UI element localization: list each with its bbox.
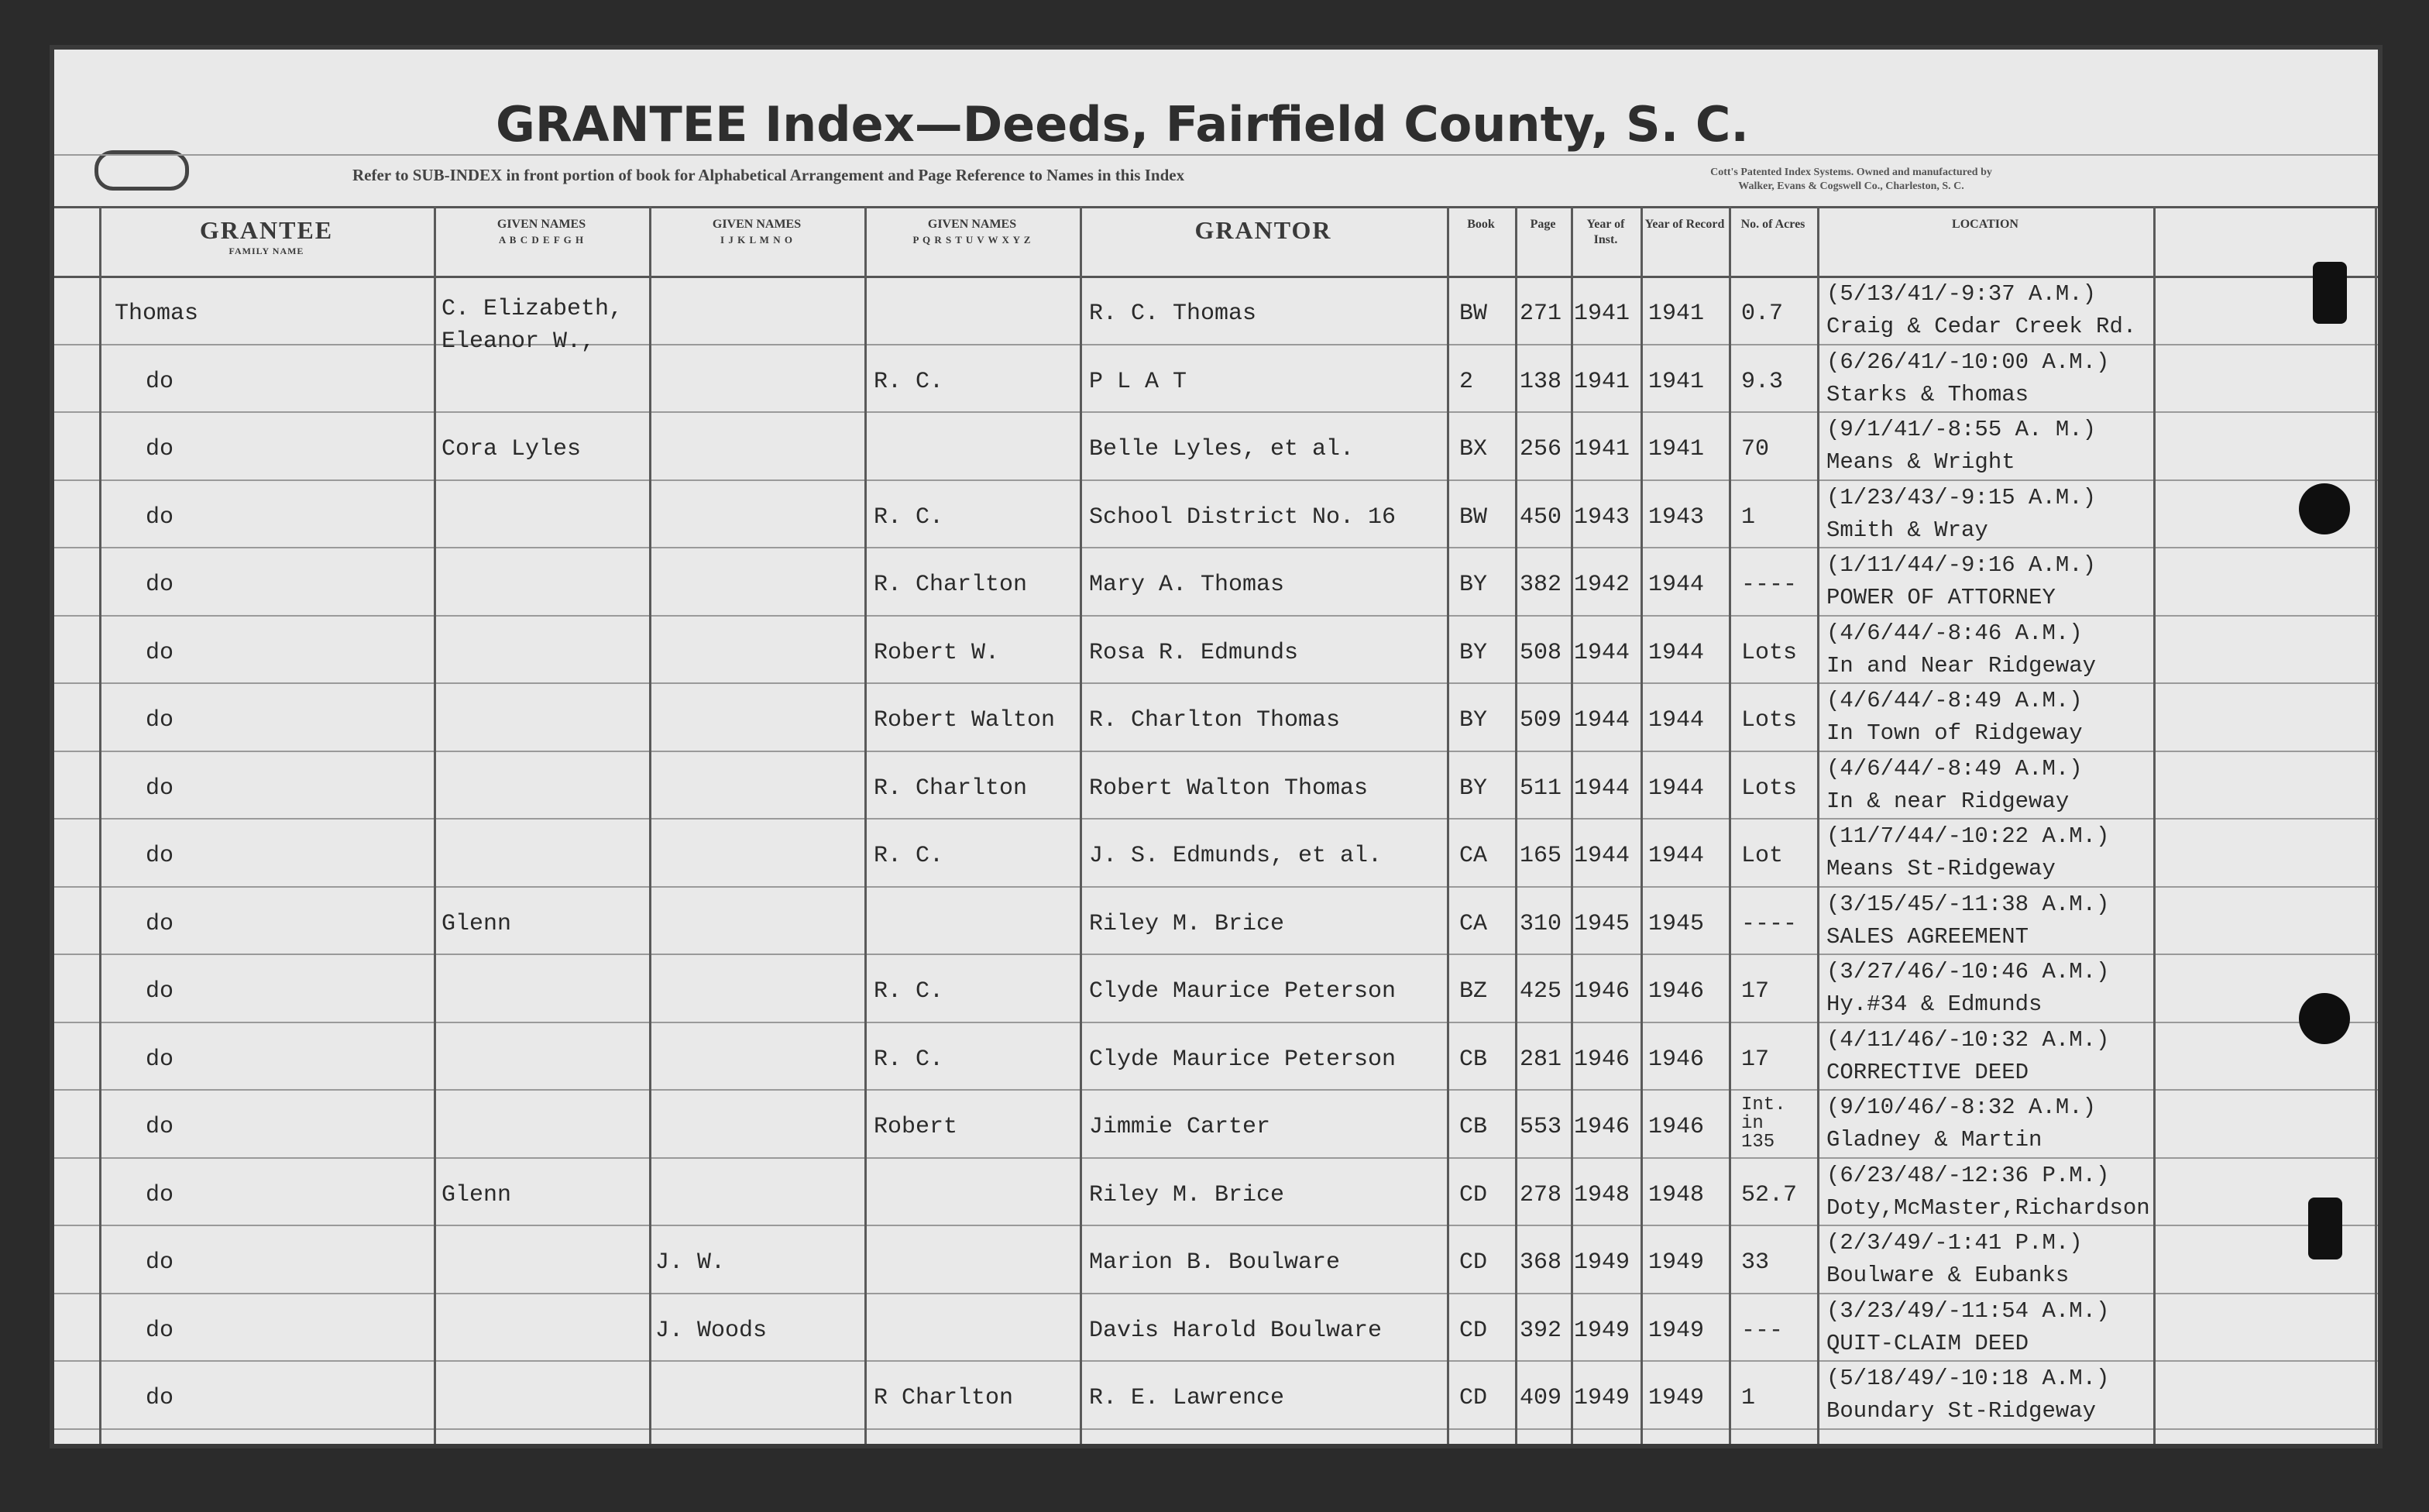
acres: ---- (1741, 911, 1798, 937)
location-description: QUIT-CLAIM DEED (1826, 1331, 2029, 1356)
book-number: BY (1459, 707, 1488, 734)
location-description: Craig & Cedar Creek Rd. (1826, 314, 2137, 339)
grantee-family-name: do (146, 978, 174, 1005)
acres: 9.3 (1741, 369, 1784, 395)
year-of-record: 1945 (1648, 911, 1705, 937)
grantee-family-name: do (146, 640, 174, 666)
page-number: 165 (1520, 843, 1562, 869)
year-of-instrument: 1941 (1574, 369, 1630, 395)
grantee-family-name: do (146, 1114, 174, 1140)
given-name-p-z: R. C. (874, 1046, 944, 1073)
given-name-a-h: Cora Lyles (441, 436, 582, 462)
col-header-given-p-z-subtext: P Q R S T U V W X Y Z (912, 234, 1032, 246)
col-header-grantee (102, 217, 431, 271)
year-of-instrument: 1943 (1574, 504, 1630, 531)
grantee-family-name: do (146, 911, 174, 937)
page-number: 310 (1520, 911, 1562, 937)
given-name-p-z: R. C. (874, 843, 944, 869)
page-number: 409 (1520, 1385, 1562, 1411)
col-header-grantee-subtext: FAMILY NAME (228, 246, 304, 256)
acres: ---- (1741, 572, 1798, 598)
grantor-name: Clyde Maurice Peterson (1089, 978, 1397, 1005)
page-number: 508 (1520, 640, 1562, 666)
book-number: CD (1459, 1249, 1488, 1276)
grantor-name: Belle Lyles, et al. (1089, 436, 1355, 462)
year-of-instrument: 1949 (1574, 1385, 1630, 1411)
year-of-instrument: 1942 (1574, 572, 1630, 598)
acres: Int. in 135 (1741, 1094, 1786, 1153)
page-number: 271 (1520, 301, 1562, 327)
grantor-name: Mary A. Thomas (1089, 572, 1285, 598)
col-header-year-record-text: Year of Record (1644, 218, 1725, 231)
binder-tab-bottom (2308, 1198, 2342, 1259)
grantor-name: R. C. Thomas (1089, 301, 1257, 327)
page-number: 278 (1520, 1182, 1562, 1208)
col-header-year-inst (1574, 217, 1637, 271)
given-name-p-z: R Charlton (874, 1385, 1014, 1411)
col-header-grantee-text: GRANTEE (199, 216, 334, 244)
col-header-grantor-text: GRANTOR (1194, 216, 1332, 244)
year-of-record: 1948 (1648, 1182, 1705, 1208)
year-of-instrument: 1946 (1574, 978, 1630, 1005)
book-number: CA (1459, 911, 1488, 937)
grantee-family-name: do (146, 843, 174, 869)
book-number: BY (1459, 775, 1488, 802)
location-description: Means & Wright (1826, 449, 2015, 475)
location-description: Smith & Wray (1826, 517, 1988, 543)
col-header-given-i-o (652, 217, 861, 271)
given-name-p-z: Robert W. (874, 640, 1000, 666)
grantee-family-name: do (146, 1318, 174, 1344)
acres: Lots (1741, 775, 1798, 802)
year-of-record: 1944 (1648, 775, 1705, 802)
acres: Lots (1741, 640, 1798, 666)
book-number: CB (1459, 1046, 1488, 1073)
binder-hole-lower (2299, 993, 2350, 1044)
col-header-acres-text: No. of Acres (1740, 218, 1805, 231)
acres: 1 (1741, 504, 1756, 531)
location-description: Starks & Thomas (1826, 382, 2029, 407)
card-title: GRANTEE Index—Deeds, Fairfield County, S. C. (496, 96, 1749, 153)
grantee-family-name: do (146, 504, 174, 531)
grantor-name: Davis Harold Boulware (1089, 1318, 1383, 1344)
page-number: 450 (1520, 504, 1562, 531)
given-name-a-h: Glenn (441, 1182, 512, 1208)
location-timestamp: (4/11/46/-10:32 A.M.) (1826, 1027, 2110, 1053)
col-header-given-p-z-text: GIVEN NAMES (927, 218, 1017, 231)
year-of-record: 1944 (1648, 572, 1705, 598)
column-rule (649, 206, 651, 1444)
acres: Lots (1741, 707, 1798, 734)
grantee-family-name: do (146, 436, 174, 462)
year-of-instrument: 1949 (1574, 1249, 1630, 1276)
column-rule (1515, 206, 1517, 1444)
location-timestamp: (11/7/44/-10:22 A.M.) (1826, 823, 2110, 849)
year-of-record: 1949 (1648, 1249, 1705, 1276)
given-name-p-z: R. Charlton (874, 572, 1028, 598)
location-description: Boundary St-Ridgeway (1826, 1398, 2097, 1424)
grantee-family-name: do (146, 1385, 174, 1411)
patent-line-1: Cott's Patented Index Systems. Owned and manufactured by (1710, 167, 1992, 178)
year-of-instrument: 1941 (1574, 301, 1630, 327)
grantee-family-name: do (146, 369, 174, 395)
location-timestamp: (4/6/44/-8:46 A.M.) (1826, 620, 2083, 646)
year-of-instrument: 1945 (1574, 911, 1630, 937)
grantor-name: Rosa R. Edmunds (1089, 640, 1299, 666)
column-rule (1729, 206, 1731, 1444)
page-number: 425 (1520, 978, 1562, 1005)
year-of-record: 1941 (1648, 301, 1705, 327)
given-name-i-o: J. Woods (655, 1318, 768, 1344)
column-header-top-rule (54, 206, 2378, 208)
location-description: In & near Ridgeway (1826, 789, 2070, 814)
grantor-name: Jimmie Carter (1089, 1114, 1271, 1140)
location-description: Boulware & Eubanks (1826, 1263, 2070, 1288)
location-description: Doty,McMaster,Richardson (1826, 1195, 2150, 1221)
year-of-record: 1946 (1648, 1046, 1705, 1073)
col-header-book-text: Book (1467, 218, 1495, 231)
given-name-a-h: Glenn (441, 911, 512, 937)
location-description: Gladney & Martin (1826, 1127, 2042, 1153)
given-name-i-o: J. W. (655, 1249, 726, 1276)
grantor-name: Clyde Maurice Peterson (1089, 1046, 1397, 1073)
grantee-family-name: do (146, 707, 174, 734)
acres: 1 (1741, 1385, 1756, 1411)
location-timestamp: (9/10/46/-8:32 A.M.) (1826, 1094, 2097, 1120)
book-number: BW (1459, 301, 1488, 327)
book-number: BX (1459, 436, 1488, 462)
grantee-family-name: do (146, 572, 174, 598)
location-description: POWER OF ATTORNEY (1826, 585, 2056, 610)
year-of-record: 1946 (1648, 978, 1705, 1005)
header-top-rule (54, 154, 2378, 156)
col-header-given-a-h-subtext: A B C D E F G H (498, 234, 585, 246)
given-name-p-z: Robert Walton (874, 707, 1056, 734)
patent-line-2: Walker, Evans & Cogswell Co., Charleston, S. C. (1738, 180, 1964, 192)
binder-hole-upper (2299, 483, 2350, 534)
grantee-family-name: do (146, 1249, 174, 1276)
book-number: BY (1459, 572, 1488, 598)
col-header-page (1518, 217, 1568, 271)
binder-tab-top (2313, 262, 2347, 324)
acres: --- (1741, 1318, 1784, 1344)
year-of-record: 1949 (1648, 1385, 1705, 1411)
given-name-p-z: R. C. (874, 504, 944, 531)
year-of-instrument: 1944 (1574, 707, 1630, 734)
location-description: In and Near Ridgeway (1826, 653, 2097, 679)
book-number: BY (1459, 640, 1488, 666)
location-timestamp: (9/1/41/-8:55 A. M.) (1826, 417, 2097, 442)
year-of-instrument: 1944 (1574, 775, 1630, 802)
acres: 0.7 (1741, 301, 1784, 327)
location-description: CORRECTIVE DEED (1826, 1060, 2029, 1085)
location-timestamp: (6/23/48/-12:36 P.M.) (1826, 1163, 2110, 1188)
year-of-instrument: 1941 (1574, 436, 1630, 462)
subindex-note: Refer to SUB-INDEX in front portion of book for Alphabetical Arrangement and Page Reference to Names in this Index (352, 166, 1185, 184)
page-number: 392 (1520, 1318, 1562, 1344)
page-number: 138 (1520, 369, 1562, 395)
book-number: CA (1459, 843, 1488, 869)
location-description: Hy.#34 & Edmunds (1826, 991, 2042, 1017)
page-number: 281 (1520, 1046, 1562, 1073)
col-header-given-i-o-subtext: I J K L M N O (720, 234, 793, 246)
col-header-grantor (1083, 217, 1444, 271)
location-timestamp: (5/18/49/-10:18 A.M.) (1826, 1366, 2110, 1391)
page-number: 553 (1520, 1114, 1562, 1140)
grantor-name: R. E. Lawrence (1089, 1385, 1285, 1411)
location-description: SALES AGREEMENT (1826, 924, 2029, 950)
book-number: CB (1459, 1114, 1488, 1140)
acres: Lot (1741, 843, 1784, 869)
year-of-record: 1946 (1648, 1114, 1705, 1140)
given-name-a-h: C. Elizabeth, Eleanor W., (441, 296, 624, 355)
grantor-name: Riley M. Brice (1089, 1182, 1285, 1208)
grantee-family-name: do (146, 1046, 174, 1073)
column-rule (434, 206, 436, 1444)
acres: 33 (1741, 1249, 1770, 1276)
grantor-name: Marion B. Boulware (1089, 1249, 1341, 1276)
year-of-record: 1949 (1648, 1318, 1705, 1344)
acres: 17 (1741, 1046, 1770, 1073)
location-description: Means St-Ridgeway (1826, 856, 2056, 881)
col-header-location (1820, 217, 2150, 271)
col-header-given-p-z (868, 217, 1077, 271)
book-number: CD (1459, 1318, 1488, 1344)
col-header-year-record (1644, 217, 1726, 271)
book-number: CD (1459, 1182, 1488, 1208)
col-header-given-a-h (437, 217, 646, 271)
acres: 70 (1741, 436, 1770, 462)
grantor-name: J. S. Edmunds, et al. (1089, 843, 1383, 869)
location-timestamp: (3/27/46/-10:46 A.M.) (1826, 959, 2110, 985)
location-timestamp: (2/3/49/-1:41 P.M.) (1826, 1230, 2083, 1256)
grantor-name: Riley M. Brice (1089, 911, 1285, 937)
row-rule (54, 1428, 2378, 1430)
location-timestamp: (4/6/44/-8:49 A.M.) (1826, 688, 2083, 713)
patent-notice (1549, 166, 2153, 212)
column-rule (99, 206, 101, 1444)
year-of-instrument: 1946 (1574, 1046, 1630, 1073)
col-header-year-inst-text: Year of Inst. (1586, 218, 1625, 246)
column-rule (864, 206, 867, 1444)
acres: 52.7 (1741, 1182, 1798, 1208)
year-of-instrument: 1944 (1574, 843, 1630, 869)
col-header-page-text: Page (1530, 218, 1556, 231)
location-timestamp: (1/11/44/-9:16 A.M.) (1826, 552, 2097, 578)
page-number: 511 (1520, 775, 1562, 802)
column-rule (2375, 206, 2377, 1444)
given-name-p-z: Robert (874, 1114, 958, 1140)
col-header-book (1450, 217, 1512, 271)
grantor-name: School District No. 16 (1089, 504, 1397, 531)
given-name-p-z: R. Charlton (874, 775, 1028, 802)
col-header-acres (1732, 217, 1814, 271)
given-name-p-z: R. C. (874, 978, 944, 1005)
book-number: CD (1459, 1385, 1488, 1411)
year-of-record: 1943 (1648, 504, 1705, 531)
grantee-family-name: do (146, 775, 174, 802)
book-number: BW (1459, 504, 1488, 531)
acres: 17 (1741, 978, 1770, 1005)
location-timestamp: (6/26/41/-10:00 A.M.) (1826, 349, 2110, 375)
year-of-instrument: 1946 (1574, 1114, 1630, 1140)
location-timestamp: (3/23/49/-11:54 A.M.) (1826, 1298, 2110, 1324)
page-number: 256 (1520, 436, 1562, 462)
given-name-p-z: R. C. (874, 369, 944, 395)
grantor-name: Robert Walton Thomas (1089, 775, 1369, 802)
location-timestamp: (5/13/41/-9:37 A.M.) (1826, 281, 2097, 307)
grantor-name: R. Charlton Thomas (1089, 707, 1341, 734)
grantee-family-name: Thomas (115, 301, 199, 327)
year-of-record: 1941 (1648, 436, 1705, 462)
col-header-location-text: LOCATION (1952, 218, 2018, 231)
col-header-given-i-o-text: GIVEN NAMES (712, 218, 802, 231)
year-of-instrument: 1944 (1574, 640, 1630, 666)
page-number: 382 (1520, 572, 1562, 598)
year-of-record: 1944 (1648, 843, 1705, 869)
location-timestamp: (3/15/45/-11:38 A.M.) (1826, 892, 2110, 917)
year-of-record: 1944 (1648, 707, 1705, 734)
year-of-instrument: 1948 (1574, 1182, 1630, 1208)
col-header-given-a-h-text: GIVEN NAMES (496, 218, 586, 231)
index-card (54, 50, 2378, 1444)
grantor-name: P L A T (1089, 369, 1187, 395)
page-number: 509 (1520, 707, 1562, 734)
page-number: 368 (1520, 1249, 1562, 1276)
year-of-instrument: 1949 (1574, 1318, 1630, 1344)
location-timestamp: (1/23/43/-9:15 A.M.) (1826, 485, 2097, 510)
year-of-record: 1944 (1648, 640, 1705, 666)
book-number: 2 (1459, 369, 1474, 395)
tab-outline (94, 150, 189, 191)
grantee-family-name: do (146, 1182, 174, 1208)
location-timestamp: (4/6/44/-8:49 A.M.) (1826, 756, 2083, 782)
location-description: In Town of Ridgeway (1826, 720, 2083, 746)
book-number: BZ (1459, 978, 1488, 1005)
year-of-record: 1941 (1648, 369, 1705, 395)
